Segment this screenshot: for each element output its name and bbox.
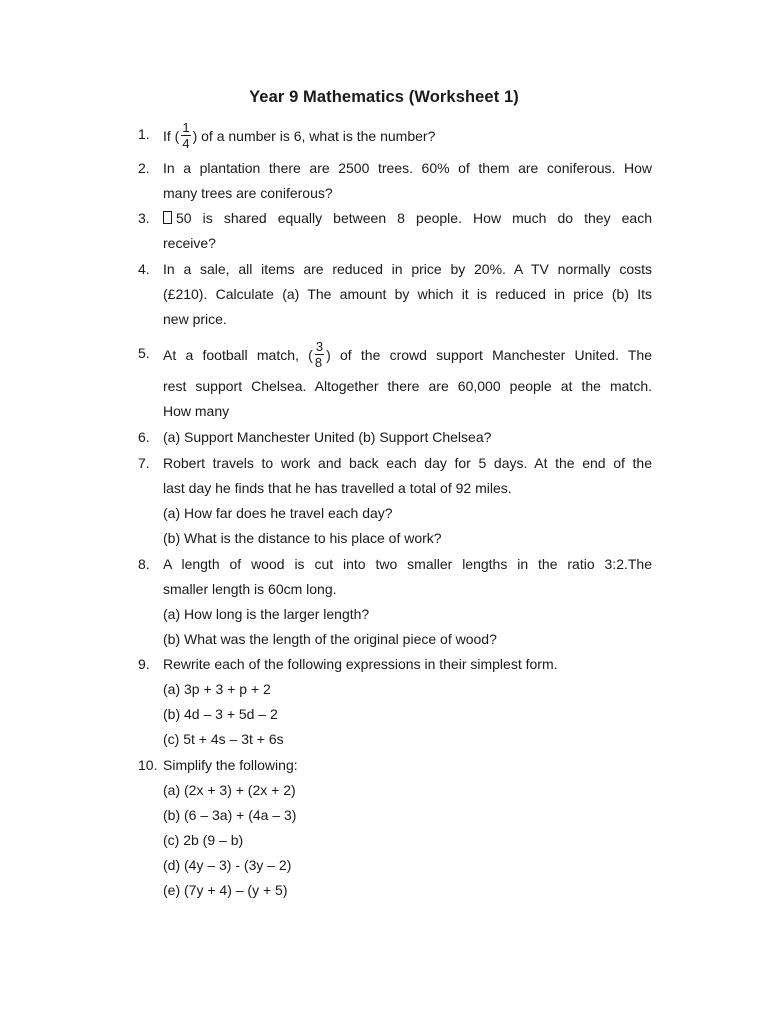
question-part: (c) 2b (9 – b) [163, 832, 244, 848]
question-text: Rewrite each of the following expressions in their simplest form. [163, 656, 558, 672]
question-10 [138, 753, 652, 903]
question-text: new price. [163, 311, 227, 327]
fraction-three-eighths [315, 339, 324, 370]
question-3 [138, 206, 652, 256]
question-text: 50 is shared equally between 8 people. How much do they each [176, 210, 652, 226]
question-8 [138, 552, 652, 652]
question-text: At a football match, ( [163, 347, 313, 364]
question-part: (b) (6 – 3a) + (4a – 3) [163, 807, 297, 823]
question-number: 1. [138, 126, 150, 142]
question-part: (b) 4d – 3 + 5d – 2 [163, 706, 278, 722]
question-text: ) of a number is 6, what is the number? [192, 128, 436, 145]
question-text: smaller length is 60cm long. [163, 581, 337, 597]
question-text: rest support Chelsea. Altogether there are 60,000 people at the match. [163, 378, 652, 394]
question-number: 3. [138, 210, 150, 226]
question-7 [138, 451, 652, 551]
question-text: ) of the crowd support Manchester United. The [326, 347, 652, 364]
question-part: (b) What was the length of the original piece of wood? [163, 631, 497, 647]
question-number: 10. [138, 757, 158, 773]
missing-currency-glyph-icon [163, 211, 172, 224]
question-text: many trees are coniferous? [163, 185, 333, 201]
fraction-one-quarter [181, 120, 190, 151]
question-text: (a) Support Manchester United (b) Support Chelsea? [163, 429, 492, 445]
fraction-numerator: 3 [315, 339, 324, 354]
question-number: 6. [138, 429, 150, 445]
fraction-numerator: 1 [182, 120, 190, 135]
question-part: (a) 3p + 3 + p + 2 [163, 681, 271, 697]
question-5 [138, 341, 652, 372]
question-part: (e) (7y + 4) – (y + 5) [163, 882, 288, 898]
question-text: receive? [163, 235, 216, 251]
question-9 [138, 652, 652, 752]
question-part: (d) (4y – 3) - (3y – 2) [163, 857, 292, 873]
question-part: (a) How long is the larger length? [163, 606, 370, 622]
question-number: 7. [138, 455, 150, 471]
question-part: (b) What is the distance to his place of work? [163, 530, 442, 546]
question-text: If ( [163, 128, 180, 145]
question-text: In a plantation there are 2500 trees. 60% of them are coniferous. How [163, 160, 652, 176]
question-text: A length of wood is cut into two smaller lengths in the ratio 3:2.The [163, 556, 652, 572]
question-text: last day he finds that he has travelled a total of 92 miles. [163, 480, 512, 496]
question-text: In a sale, all items are reduced in price by 20%. A TV normally costs [163, 261, 652, 277]
fraction-denominator: 4 [182, 136, 190, 151]
question-5-continued [138, 374, 652, 424]
fraction-denominator: 8 [314, 355, 323, 370]
question-6 [138, 425, 652, 450]
question-part: (a) (2x + 3) + (2x + 2) [163, 782, 296, 798]
question-number: 5. [138, 345, 150, 361]
question-part: (a) How far does he travel each day? [163, 505, 393, 521]
question-2 [138, 156, 652, 206]
question-text: Robert travels to work and back each day for 5 days. At the end of the [163, 455, 652, 471]
question-number: 9. [138, 656, 150, 672]
question-number: 2. [138, 160, 150, 176]
question-number: 4. [138, 261, 150, 277]
question-part: (c) 5t + 4s – 3t + 6s [163, 731, 284, 747]
question-text: Simplify the following: [163, 757, 298, 773]
question-number: 8. [138, 556, 150, 572]
question-text: How many [163, 403, 230, 419]
question-1 [138, 122, 652, 153]
question-text: (£210). Calculate (a) The amount by which it is reduced in price (b) Its [163, 286, 652, 302]
worksheet-title: Year 9 Mathematics (Worksheet 1) [249, 88, 519, 106]
question-4 [138, 257, 652, 332]
